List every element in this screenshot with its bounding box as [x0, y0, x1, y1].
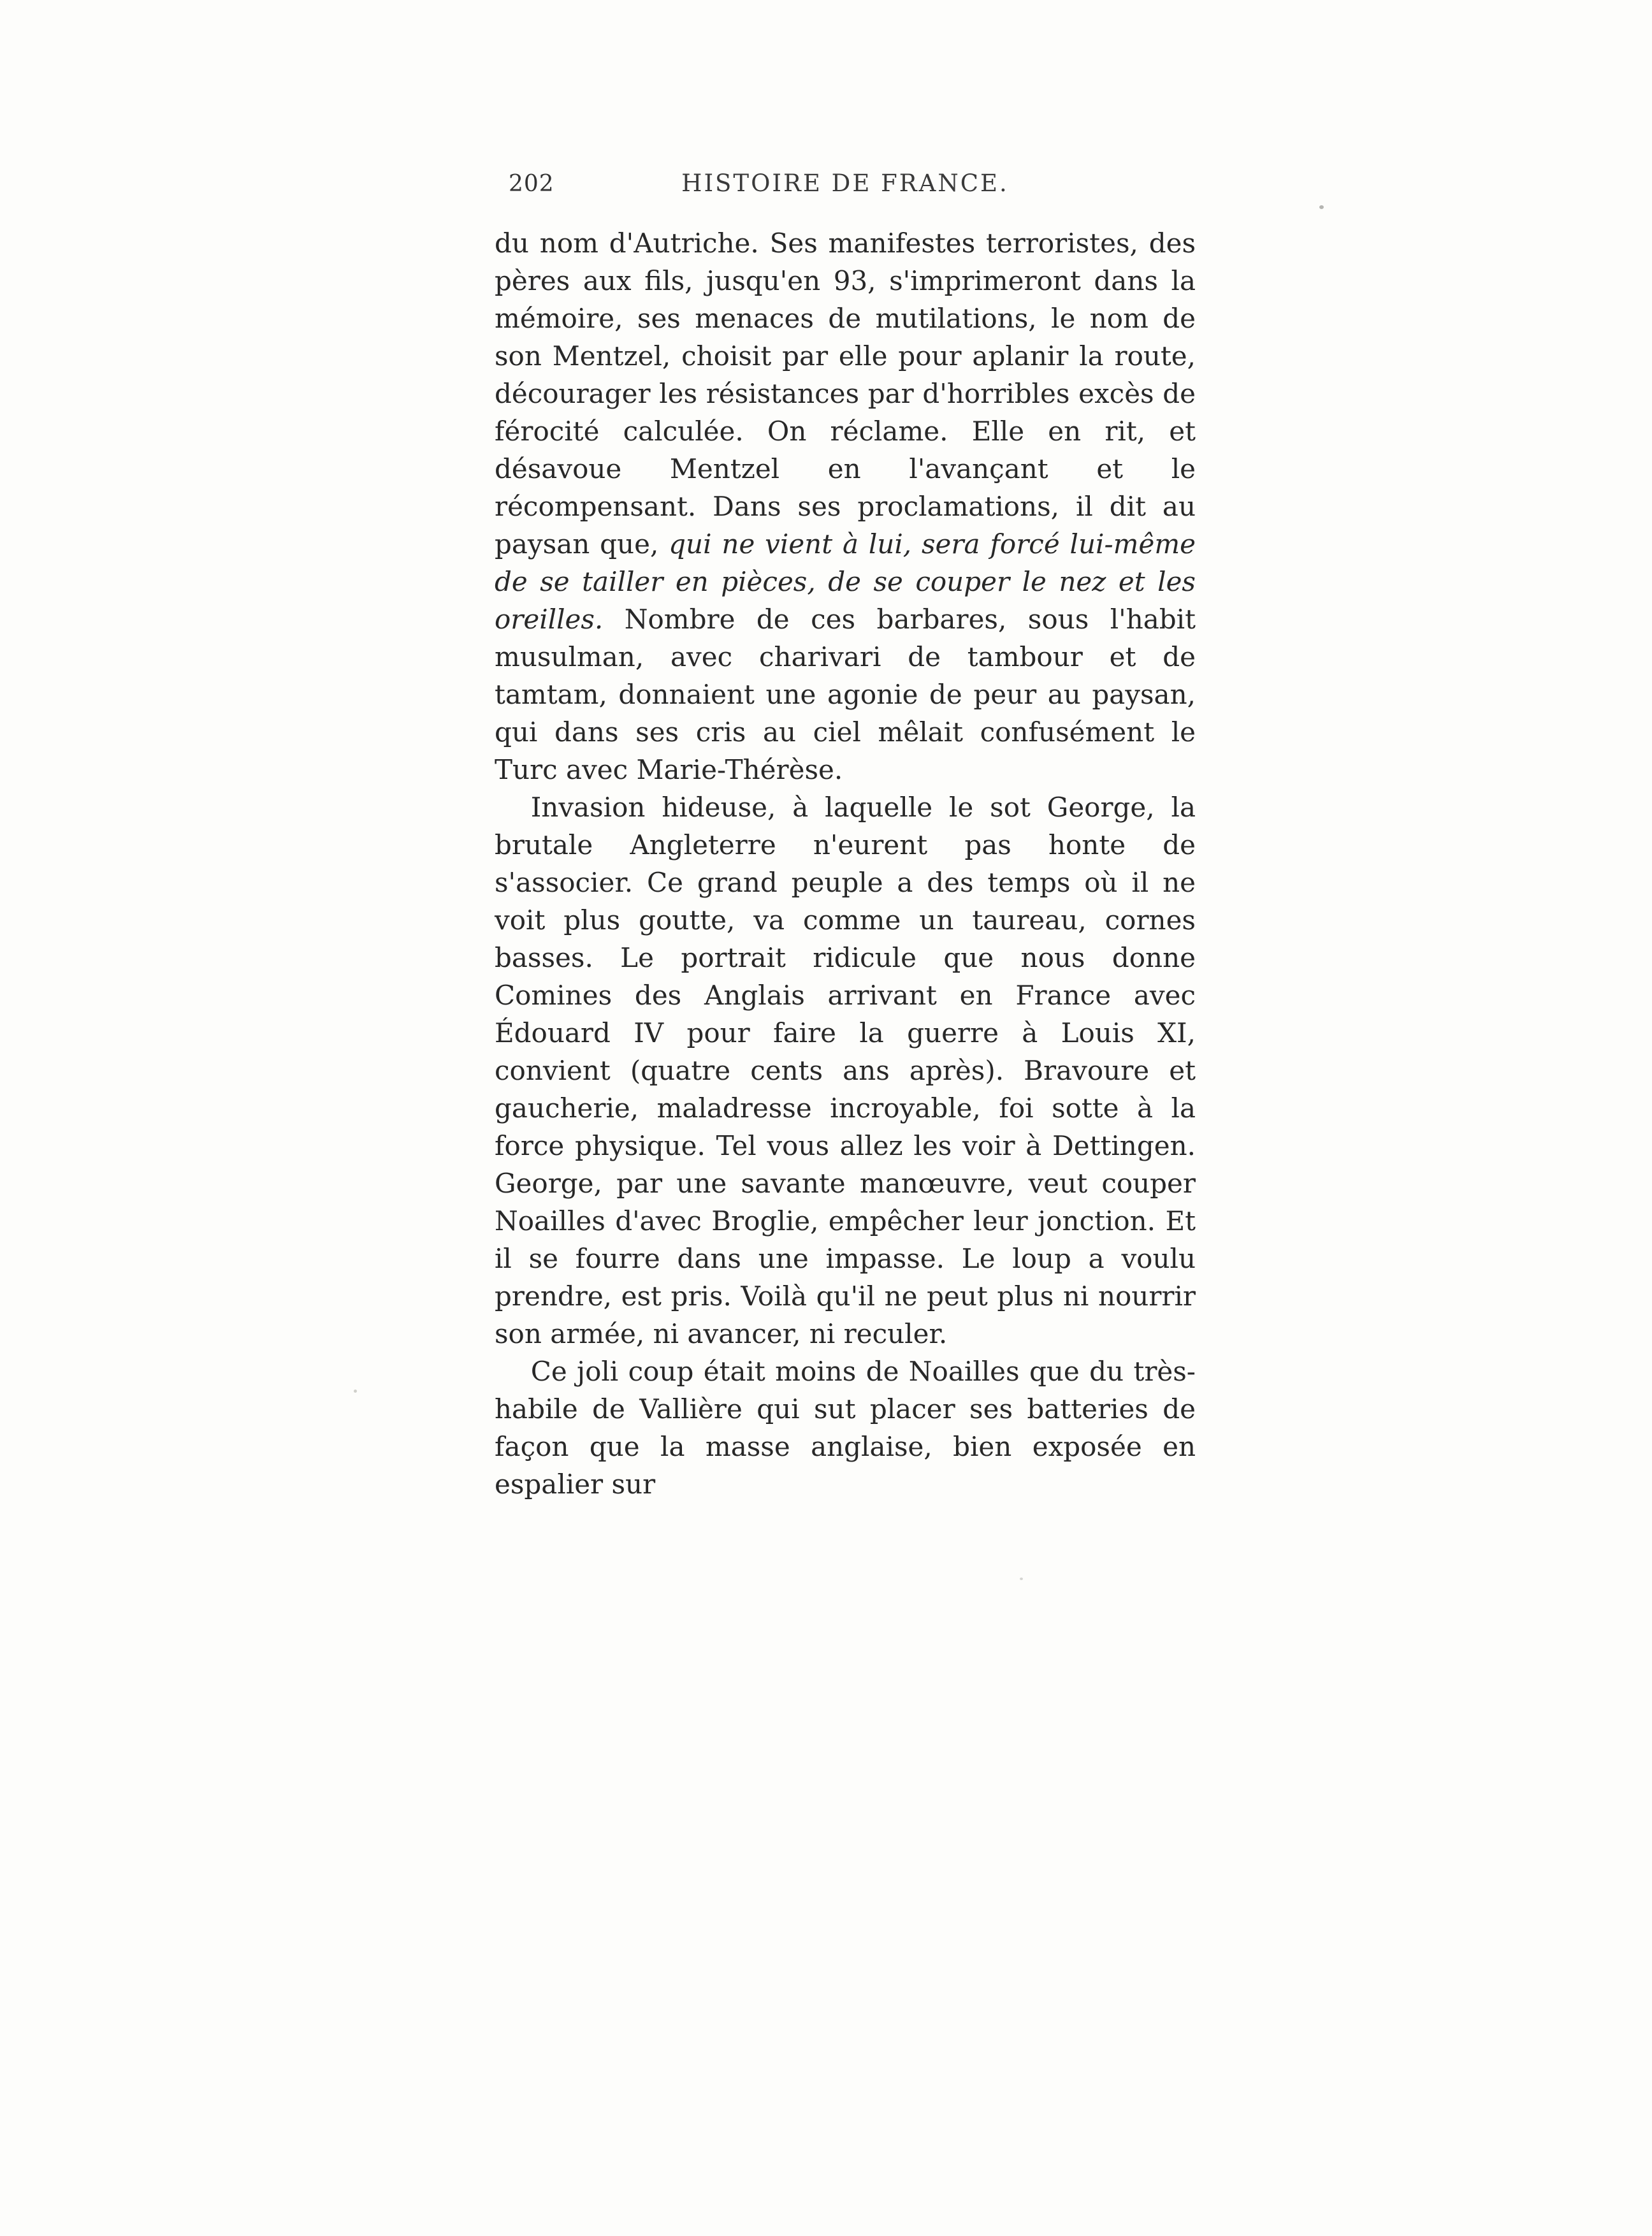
paragraph-3: Ce joli coup était moins de Noailles que du très-habile de Vallière qui sut placer ses batteries de façon que la masse anglaise, bien exposée en espalier sur: [495, 1356, 1196, 1500]
running-header-title: HISTOIRE DE FRANCE.: [681, 170, 1009, 197]
paragraph-2: Invasion hideuse, à laquelle le sot George, la brutale Angleterre n'eurent pas honte de s'associer. Ce grand peuple a des temps où il ne voit plus goutte, va comme un taureau, cornes basses. Le portrait ridicule que nous donne Comines des Anglais arrivant en France avec Édouard IV pour faire la guerre à Louis XI, convient (quatre cents ans après). Bravoure et gaucherie, maladresse incroyable, foi sotte à la force physique. Tel vous allez les voir à Dettingen. George, par une savante manœuvre, veut couper Noailles d'avec Broglie, empêcher leur jonction. Et il se fourre dans une impasse. Le loup a voulu prendre, est pris. Voilà qu'il ne peut plus ni nourrir son armée, ni avancer, ni reculer.: [495, 792, 1196, 1349]
page-header: [495, 167, 1196, 200]
paragraph-1-italic-quote: qui ne vient à lui, sera forcé lui-même de se tailler en pièces, de se couper le nez et les oreilles.: [495, 528, 1196, 635]
paragraph-1-text-before: du nom d'Autriche. Ses manifestes terroristes, des pères aux fils, jusqu'en 93, s'imprimeront dans la mémoire, ses menaces de mutilations, le nom de son Mentzel, choisit par elle pour aplanir la route, décourager les résistances par d'horribles excès de férocité calculée. On réclame. Elle en rit, et désavoue Mentzel en l'avançant et le récompensant. Dans ses proclamations, il dit au paysan que,: [495, 228, 1196, 560]
scan-speck: [354, 1390, 357, 1393]
paragraph-1: [495, 224, 1196, 788]
scan-speck: [1020, 1578, 1023, 1580]
page-number: 202: [509, 171, 554, 197]
paragraph-1-text-after: Nombre de ces barbares, sous l'habit musulman, avec charivari de tambour et de tamtam, donnaient une agonie de peur au paysan, qui dans ses cris au ciel mêlait confusément le Turc avec Marie-Thérèse.: [495, 604, 1196, 785]
body-text-block: [495, 224, 1196, 1503]
scan-speck: [1319, 205, 1324, 209]
